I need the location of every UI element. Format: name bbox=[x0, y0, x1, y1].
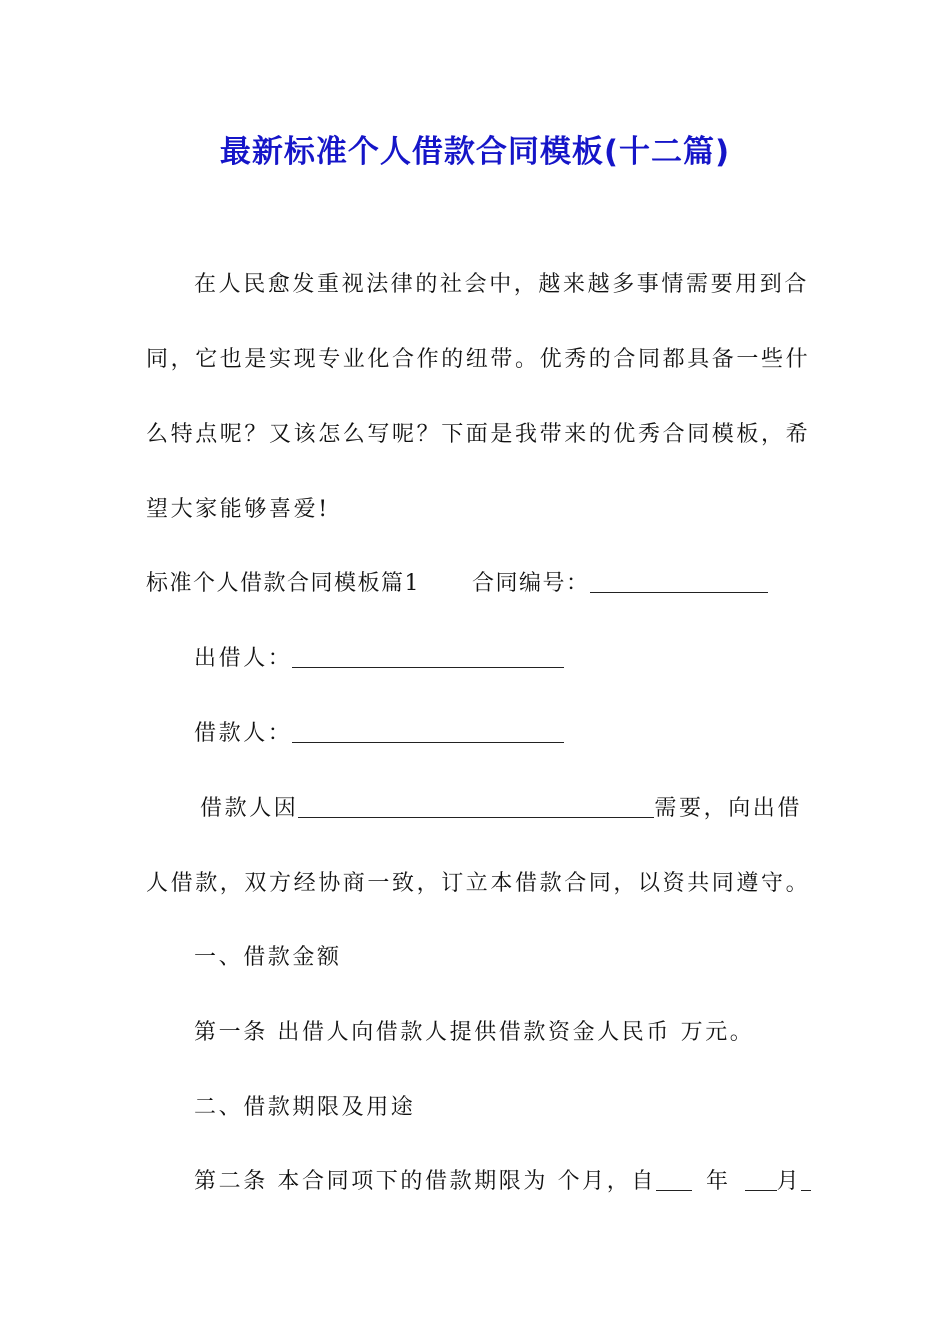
reason-row bbox=[200, 792, 802, 826]
section-heading: 标准个人借款合同模板篇1 bbox=[146, 571, 420, 596]
article-1: 第一条 出借人向借款人提供借款资金人民币 万元。 bbox=[194, 1020, 755, 1045]
document-title: 最新标准个人借款合同模板(十二篇) bbox=[219, 134, 731, 170]
article-2-prefix: 第二条 本合同项下的借款期限为 个月，自 bbox=[194, 1169, 656, 1194]
year-label: 年 bbox=[706, 1169, 731, 1194]
reason-prefix: 借款人因 bbox=[200, 796, 299, 821]
day-blank bbox=[801, 1168, 811, 1191]
contract-number-blank bbox=[590, 570, 768, 593]
intro-line-3: 么特点呢？又该怎么写呢？下面是我带来的优秀合同模板，希 bbox=[146, 422, 811, 447]
reason-blank bbox=[298, 795, 654, 818]
reason-suffix: 需要，向出借 bbox=[654, 796, 803, 821]
borrower-row bbox=[194, 717, 564, 751]
year-blank bbox=[656, 1168, 692, 1191]
borrower-blank bbox=[292, 720, 564, 743]
contract-number-label: 合同编号： bbox=[472, 571, 590, 596]
reason-line-2: 人借款，双方经协商一致，订立本借款合同，以资共同遵守。 bbox=[146, 871, 811, 896]
part-1-heading: 一、借款金额 bbox=[194, 945, 342, 970]
intro-line-2: 同，它也是实现专业化合作的纽带。优秀的合同都具备一些什 bbox=[146, 347, 811, 372]
lender-blank bbox=[292, 645, 564, 668]
borrower-label: 借款人： bbox=[194, 721, 293, 746]
article-2-row bbox=[194, 1165, 811, 1199]
intro-line-4: 望大家能够喜爱! bbox=[146, 497, 330, 522]
lender-label: 出借人： bbox=[194, 646, 293, 671]
lender-row bbox=[194, 642, 564, 676]
part-2-heading: 二、借款期限及用途 bbox=[194, 1095, 416, 1120]
month-label: 月 bbox=[776, 1169, 802, 1194]
intro-line-1: 在人民愈发重视法律的社会中，越来越多事情需要用到合 bbox=[194, 272, 810, 297]
section-heading-row bbox=[146, 567, 768, 601]
month-blank bbox=[745, 1168, 777, 1191]
